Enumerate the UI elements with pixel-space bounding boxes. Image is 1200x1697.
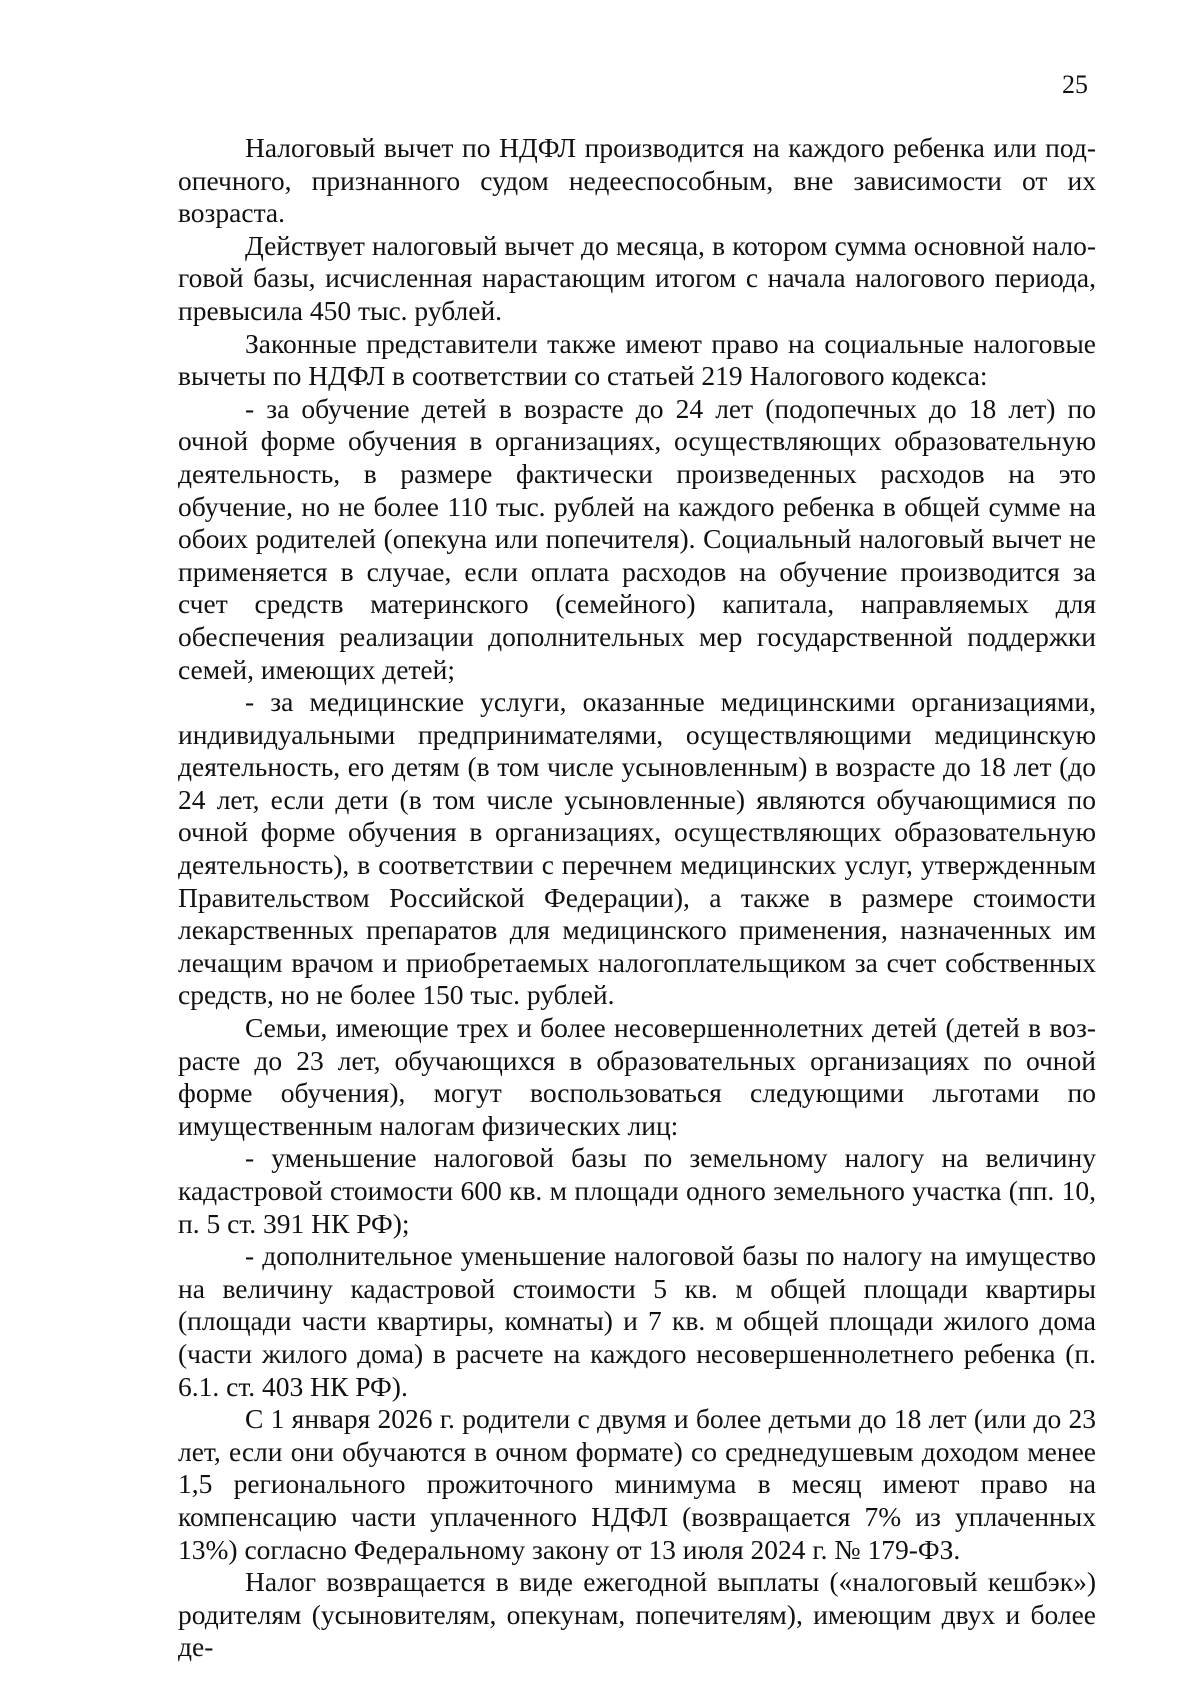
list-item-medical-deduction: - за медицинские услуги, оказанные медицинскими организациями, индивидуальными предпринимателями, осуществляющими медицинскую деятельность, его детям (в том числе усыновленным) в возрасте до 18 лет (до 24 лет, если дети (в том числе усыновленные) являются обучающимися по очной форме обучения в организациях, осуществляющих образовательную деятельность), в соответствии с перечнем медицинских услуг, утвержденным Правительством Российской Федерации), а также в размере стоимости лекарственных препаратов для медицинского применения, назначенных им лечащим врачом и приобретаемых налогоплательщиком за счет собственных средств, но не более 150 тыс. рублей. <box>178 686 1096 1011</box>
paragraph-social-deductions: Законные представители также имеют право на социальные налоговые вычеты по НДФЛ в соответствии со статьей 219 Налогового кодекса: <box>178 327 1096 392</box>
paragraph-ndfl-compensation: С 1 января 2026 г. родители с двумя и более детьми до 18 лет (или до 23 лет, если они обучаются в очном формате) со среднедушевым доходом менее 1,5 регионального прожиточного минимума в месяц имеют право на компенсацию части уплаченного НДФЛ (возвращается 7% из уплаченных 13%) согласно Федеральному закону от 13 июля 2024 г. № 179-ФЗ. <box>178 1403 1096 1565</box>
page-number: 25 <box>1062 70 1088 99</box>
list-item-land-tax: - уменьшение налоговой базы по земельному налогу на величину кадастровой стоимости 600 кв. м площади одного земельного участка (пп. 10, п. 5 ст. 391 НК РФ); <box>178 1142 1096 1239</box>
paragraph-deduction-limit: Действует налоговый вычет до месяца, в котором сумма основной налоговой базы, исчисленная нарастающим итогом с начала налогового периода, превысила 450 тыс. рублей. <box>178 229 1096 326</box>
paragraph-deduction-scope: Налоговый вычет по НДФЛ производится на каждого ребенка или подопечного, признанного судом недееспособным, вне зависимости от их возраста. <box>178 132 1096 229</box>
list-item-property-tax: - дополнительное уменьшение налоговой базы по налогу на имущество на величину кадастровой стоимости 5 кв. м общей площади квартиры (площади части квартиры, комнаты) и 7 кв. м общей площади жилого дома (части жилого дома) в расчете на каждого несовершеннолетнего ребенка (п. 6.1. ст. 403 НК РФ). <box>178 1240 1096 1402</box>
list-item-education-deduction: - за обучение детей в возрасте до 24 лет (подопечных до 18 лет) по очной форме обучения в организациях, осуществляющих образовательную деятельность, в размере фактически произведенных расходов на это обучение, но не более 110 тыс. рублей на каждого ребенка в общей сумме на обоих родителей (опекуна или попечителя). Социальный налоговый вычет не применяется в случае, если оплата расходов на обучение производится за счет средств материнского (семейного) капитала, направляемых для обеспечения реализации дополнительных мер государственной поддержки семей, имеющих детей; <box>178 392 1096 685</box>
document-body <box>178 132 1096 1664</box>
paragraph-tax-cashback: Налог возвращается в виде ежегодной выплаты («налоговый кешбэк») родителям (усыновителям, опекунам, попечителям), имеющим двух и более де- <box>178 1566 1096 1663</box>
paragraph-large-families: Семьи, имеющие трех и более несовершеннолетних детей (детей в возрасте до 23 лет, обучающихся в образовательных организациях по очной форме обучения), могут воспользоваться следующими льготами по имущественным налогам физических лиц: <box>178 1012 1096 1141</box>
